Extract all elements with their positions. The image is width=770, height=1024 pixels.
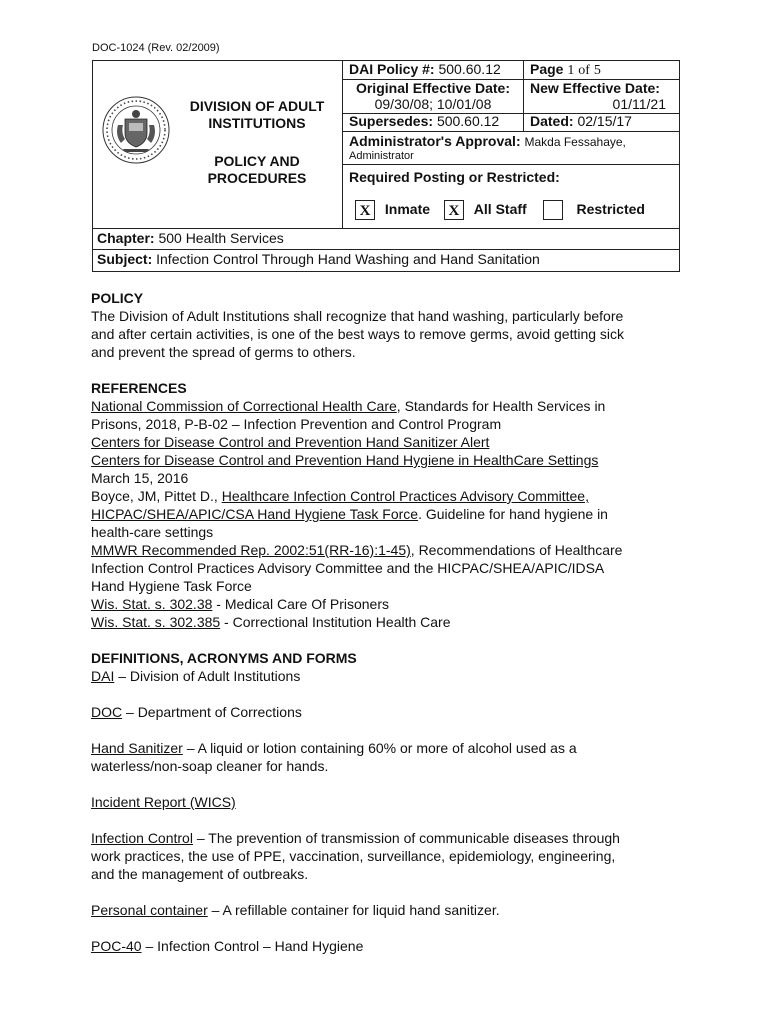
reference-link[interactable]: Centers for Disease Control and Prevention Hand Hygiene in HealthCare Settings bbox=[91, 452, 599, 468]
definition-term[interactable]: Incident Report (WICS) bbox=[91, 794, 236, 810]
policy-number-label: DAI Policy #: bbox=[349, 61, 435, 77]
definition-term[interactable]: Hand Sanitizer bbox=[91, 740, 183, 756]
reference-line: Prisons, 2018, P-B-02 – Infection Prevention and Control Program bbox=[91, 416, 502, 432]
definition-term[interactable]: Infection Control bbox=[91, 830, 193, 846]
reference-link[interactable]: Wis. Stat. s. 302.385 bbox=[91, 614, 221, 630]
effective-date-row bbox=[343, 79, 680, 114]
policy-line: The Division of Adult Institutions shall recognize that hand washing, particularly before bbox=[91, 308, 624, 324]
reference-link[interactable]: HICPAC/SHEA/APIC/CSA Hand Hygiene Task Force bbox=[91, 506, 419, 522]
reference-item: National Commission of Correctional Health Care, Standards for Health Services in bbox=[91, 398, 606, 414]
definition-term[interactable]: POC-40 bbox=[91, 938, 142, 954]
all-staff-checkbox[interactable]: X bbox=[444, 200, 464, 220]
reference-link[interactable]: Wis. Stat. s. 302.38 bbox=[91, 596, 213, 612]
division-name: DIVISION OF ADULT INSTITUTIONS bbox=[189, 98, 325, 131]
dated-label: Dated: bbox=[530, 113, 574, 129]
document-form-number: DOC-1024 (Rev. 02/2009) bbox=[92, 42, 220, 54]
definition-item bbox=[91, 793, 681, 811]
chapter-row bbox=[92, 229, 680, 250]
definitions-heading: DEFINITIONS, ACRONYMS AND FORMS bbox=[91, 650, 357, 666]
policy-body bbox=[91, 289, 681, 955]
posting-label: Required Posting or Restricted: bbox=[349, 169, 560, 185]
definition-line: and the management of outbreaks. bbox=[91, 866, 309, 882]
all-staff-label: All Staff bbox=[473, 200, 527, 217]
original-effective-date-value: 09/30/08; 10/01/08 bbox=[374, 96, 492, 112]
definition-item: POC-40 – Infection Control – Hand Hygiene bbox=[91, 938, 364, 954]
policy-line: and prevent the spread of germs to others. bbox=[91, 344, 356, 360]
reference-item bbox=[91, 451, 681, 469]
page-total: 5 bbox=[593, 63, 601, 78]
reference-link[interactable]: MMWR Recommended Rep. 2002:51(RR-16):1-45) bbox=[91, 542, 411, 558]
subject-row bbox=[92, 250, 680, 272]
wisconsin-seal-icon bbox=[101, 95, 171, 165]
reference-link[interactable]: Centers for Disease Control and Prevention Hand Sanitizer Alert bbox=[91, 434, 490, 450]
inmate-checkbox[interactable]: X bbox=[355, 200, 375, 220]
definition-line: work practices, the use of PPE, vaccination, surveillance, epidemiology, engineering, bbox=[91, 848, 616, 864]
dated-value: 02/15/17 bbox=[577, 113, 632, 129]
approval-label: Administrator's Approval: bbox=[349, 133, 521, 149]
definition-line: waterless/non-soap cleaner for hands. bbox=[91, 758, 329, 774]
policy-procedures-label: POLICY AND PROCEDURES bbox=[207, 153, 307, 186]
definition-item: Infection Control – The prevention of transmission of communicable diseases through bbox=[91, 830, 620, 846]
definition-term[interactable]: Personal container bbox=[91, 902, 208, 918]
original-effective-date-label: Original Effective Date: bbox=[355, 80, 511, 96]
posting-options bbox=[355, 200, 645, 220]
reference-item: MMWR Recommended Rep. 2002:51(RR-16):1-45), Recommendations of Healthcare bbox=[91, 542, 623, 558]
reference-link[interactable]: National Commission of Correctional Health Care bbox=[91, 398, 397, 414]
reference-line: Infection Control Practices Advisory Committee and the HICPAC/SHEA/APIC/IDSA bbox=[91, 560, 605, 576]
reference-item: Wis. Stat. s. 302.38 - Medical Care Of Prisoners bbox=[91, 596, 389, 612]
definition-term[interactable]: DOC bbox=[91, 704, 123, 720]
approval-row bbox=[343, 131, 680, 165]
policy-details-grid bbox=[342, 61, 680, 228]
inmate-label: Inmate bbox=[384, 200, 431, 217]
reference-item: Wis. Stat. s. 302.385 - Correctional Institution Health Care bbox=[91, 614, 451, 630]
reference-line: health-care settings bbox=[91, 524, 214, 540]
reference-item bbox=[91, 433, 681, 451]
supersedes-value: 500.60.12 bbox=[436, 113, 500, 129]
policy-header-box bbox=[92, 60, 680, 229]
definition-item: Personal container – A refillable container for liquid hand sanitizer. bbox=[91, 902, 500, 918]
chapter-value: 500 Health Services bbox=[158, 230, 284, 246]
policy-number-value: 500.60.12 bbox=[438, 61, 501, 77]
chapter-label: Chapter: bbox=[97, 230, 155, 246]
references-heading: REFERENCES bbox=[91, 380, 187, 396]
policy-heading: POLICY bbox=[91, 290, 144, 306]
approval-name: Makda Fessahaye, bbox=[524, 135, 626, 149]
supersedes-row bbox=[343, 113, 680, 132]
posting-section bbox=[343, 164, 680, 228]
new-effective-date-value: 01/11/21 bbox=[612, 96, 666, 112]
page-current: 1 bbox=[567, 63, 575, 78]
reference-line: Hand Hygiene Task Force bbox=[91, 578, 252, 594]
reference-line: March 15, 2016 bbox=[91, 470, 189, 486]
subject-value: Infection Control Through Hand Washing and Hand Sanitation bbox=[156, 251, 540, 267]
definition-item: DOC – Department of Corrections bbox=[91, 704, 302, 720]
page-of: of bbox=[578, 63, 590, 78]
restricted-label: Restricted bbox=[576, 200, 645, 217]
policy-number-row bbox=[343, 61, 680, 80]
definition-term[interactable]: DAI bbox=[91, 668, 115, 684]
definition-item: DAI – Division of Adult Institutions bbox=[91, 668, 301, 684]
reference-item: Boyce, JM, Pittet D., Healthcare Infection Control Practices Advisory Committee, bbox=[91, 488, 589, 504]
restricted-checkbox[interactable] bbox=[543, 200, 563, 220]
subject-label: Subject: bbox=[97, 251, 153, 267]
new-effective-date-label: New Effective Date: bbox=[530, 80, 660, 96]
page-label: Page bbox=[530, 61, 564, 77]
supersedes-label: Supersedes: bbox=[349, 113, 434, 129]
reference-item: HICPAC/SHEA/APIC/CSA Hand Hygiene Task Force. Guideline for hand hygiene in bbox=[91, 506, 608, 522]
definition-item: Hand Sanitizer – A liquid or lotion containing 60% or more of alcohol used as a bbox=[91, 740, 577, 756]
approval-title: Administrator bbox=[349, 150, 414, 162]
reference-link[interactable]: Healthcare Infection Control Practices Advisory Committee, bbox=[221, 488, 589, 504]
policy-line: and after certain activities, is one of the best ways to remove germs, avoid getting sick bbox=[91, 326, 625, 342]
